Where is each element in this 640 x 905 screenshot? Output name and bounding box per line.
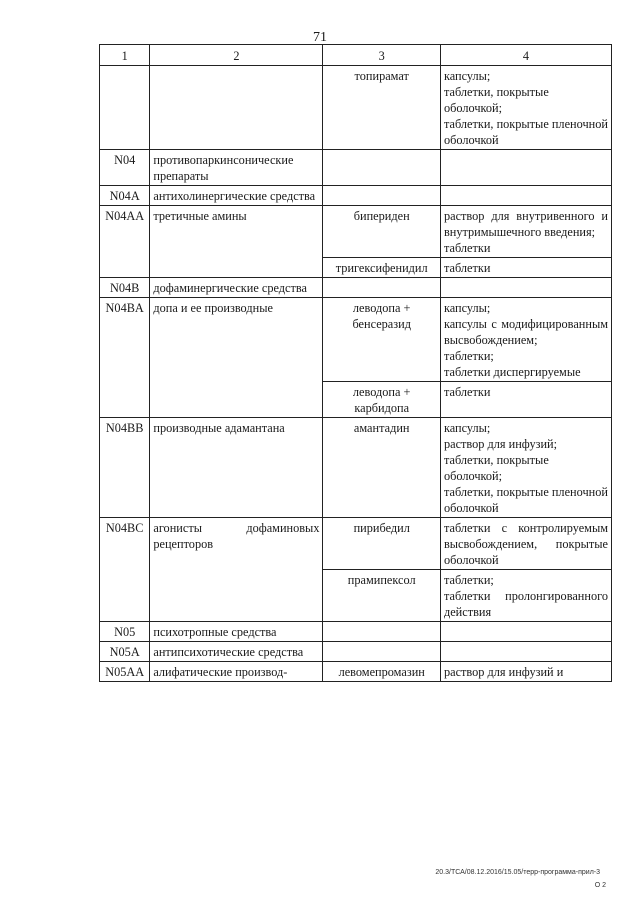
dosage-form: капсулы; bbox=[443, 421, 491, 435]
inn-cell bbox=[323, 186, 441, 206]
dosage-form: таблетки, покрытые пленочной оболочкой bbox=[443, 117, 608, 147]
dosage-form-cell bbox=[440, 298, 611, 382]
table-row bbox=[100, 642, 612, 662]
atc-code-cell: N04B bbox=[100, 278, 150, 298]
document-footer-mark: О 2 bbox=[594, 882, 606, 889]
atc-code-cell: N04A bbox=[100, 186, 150, 206]
table-row bbox=[100, 518, 612, 570]
group-cell: дофаминергические средства bbox=[150, 278, 323, 298]
dosage-form-cell bbox=[440, 642, 611, 662]
column-number: 3 bbox=[323, 45, 441, 66]
group-cell: антипсихотические средства bbox=[150, 642, 323, 662]
dosage-form: капсулы; bbox=[443, 301, 491, 315]
table-row bbox=[100, 662, 612, 682]
table-row bbox=[100, 206, 612, 258]
page-number: 71 bbox=[313, 30, 327, 45]
dosage-form: таблетки, покрытые оболочкой; bbox=[443, 453, 549, 483]
dosage-form: раствор для внутривенного и внутримышечного введения; bbox=[443, 209, 608, 239]
dosage-form: таблетки, покрытые оболочкой; bbox=[443, 85, 549, 115]
atc-code-cell: N04BA bbox=[100, 298, 150, 418]
atc-code-cell: N04BB bbox=[100, 418, 150, 518]
column-number: 2 bbox=[150, 45, 323, 66]
inn-cell: прамипексол bbox=[323, 570, 441, 622]
table-row bbox=[100, 622, 612, 642]
dosage-form-cell bbox=[440, 278, 611, 298]
group-cell bbox=[150, 66, 323, 150]
dosage-form-cell bbox=[440, 258, 611, 278]
table-row bbox=[100, 418, 612, 518]
dosage-form: таблетки bbox=[443, 261, 491, 275]
dosage-form: капсулы; bbox=[443, 69, 491, 83]
table-row bbox=[100, 150, 612, 186]
table-row bbox=[100, 278, 612, 298]
inn-cell bbox=[323, 278, 441, 298]
dosage-form-cell bbox=[440, 418, 611, 518]
dosage-form-cell bbox=[440, 622, 611, 642]
table-row bbox=[100, 298, 612, 382]
dosage-form: раствор для инфузий; bbox=[443, 437, 558, 451]
dosage-form-cell bbox=[440, 150, 611, 186]
dosage-form: таблетки, покрытые пленочной оболочкой bbox=[443, 485, 608, 515]
table-row bbox=[100, 186, 612, 206]
group-cell: агонисты дофаминовых рецепторов bbox=[150, 518, 323, 622]
dosage-form-cell bbox=[440, 206, 611, 258]
inn-cell: левомепромазин bbox=[323, 662, 441, 682]
group-cell: допа и ее производные bbox=[150, 298, 323, 418]
column-number: 1 bbox=[100, 45, 150, 66]
dosage-form: капсулы с модифицированным высвобождением; bbox=[443, 317, 608, 347]
atc-code-cell: N05 bbox=[100, 622, 150, 642]
inn-cell bbox=[323, 642, 441, 662]
dosage-form-cell bbox=[440, 570, 611, 622]
column-number: 4 bbox=[440, 45, 611, 66]
group-cell: производные адамантана bbox=[150, 418, 323, 518]
inn-cell: амантадин bbox=[323, 418, 441, 518]
dosage-form: таблетки; bbox=[443, 349, 494, 363]
dosage-form: таблетки bbox=[443, 385, 491, 399]
inn-cell: пирибедил bbox=[323, 518, 441, 570]
dosage-form: раствор для инфузий и bbox=[443, 665, 564, 679]
dosage-form-cell bbox=[440, 186, 611, 206]
atc-code-cell: N04BC bbox=[100, 518, 150, 622]
dosage-form: таблетки пролонгированного действия bbox=[443, 589, 608, 619]
document-footer-stamp: 20.3/ТСА/08.12.2016/15.05/терр-программа-прил-3 bbox=[435, 869, 600, 876]
atc-code-cell: N04 bbox=[100, 150, 150, 186]
atc-code-cell bbox=[100, 66, 150, 150]
drug-list-table bbox=[99, 44, 612, 682]
dosage-form-cell bbox=[440, 662, 611, 682]
dosage-form: таблетки диспергируемые bbox=[443, 365, 581, 379]
atc-code-cell: N04AA bbox=[100, 206, 150, 278]
inn-cell: леводопа + карбидопа bbox=[323, 382, 441, 418]
dosage-form: таблетки bbox=[443, 241, 491, 255]
inn-cell: топирамат bbox=[323, 66, 441, 150]
group-cell: антихолинергические средства bbox=[150, 186, 323, 206]
dosage-form-cell bbox=[440, 382, 611, 418]
inn-cell bbox=[323, 622, 441, 642]
atc-code-cell: N05A bbox=[100, 642, 150, 662]
atc-code-cell: N05AA bbox=[100, 662, 150, 682]
column-number-row bbox=[100, 45, 612, 66]
dosage-form: таблетки; bbox=[443, 573, 494, 587]
group-cell: противопаркинсонические препараты bbox=[150, 150, 323, 186]
inn-cell: леводопа + бенсеразид bbox=[323, 298, 441, 382]
group-cell: алифатические производ- bbox=[150, 662, 323, 682]
inn-cell: бипериден bbox=[323, 206, 441, 258]
dosage-form-cell bbox=[440, 518, 611, 570]
group-cell: третичные амины bbox=[150, 206, 323, 278]
dosage-form: таблетки с контролируемым высвобождением, покрытые оболочкой bbox=[443, 521, 608, 567]
dosage-form-cell bbox=[440, 66, 611, 150]
inn-cell bbox=[323, 150, 441, 186]
group-cell: психотропные средства bbox=[150, 622, 323, 642]
table-row bbox=[100, 66, 612, 150]
inn-cell: тригексифенидил bbox=[323, 258, 441, 278]
